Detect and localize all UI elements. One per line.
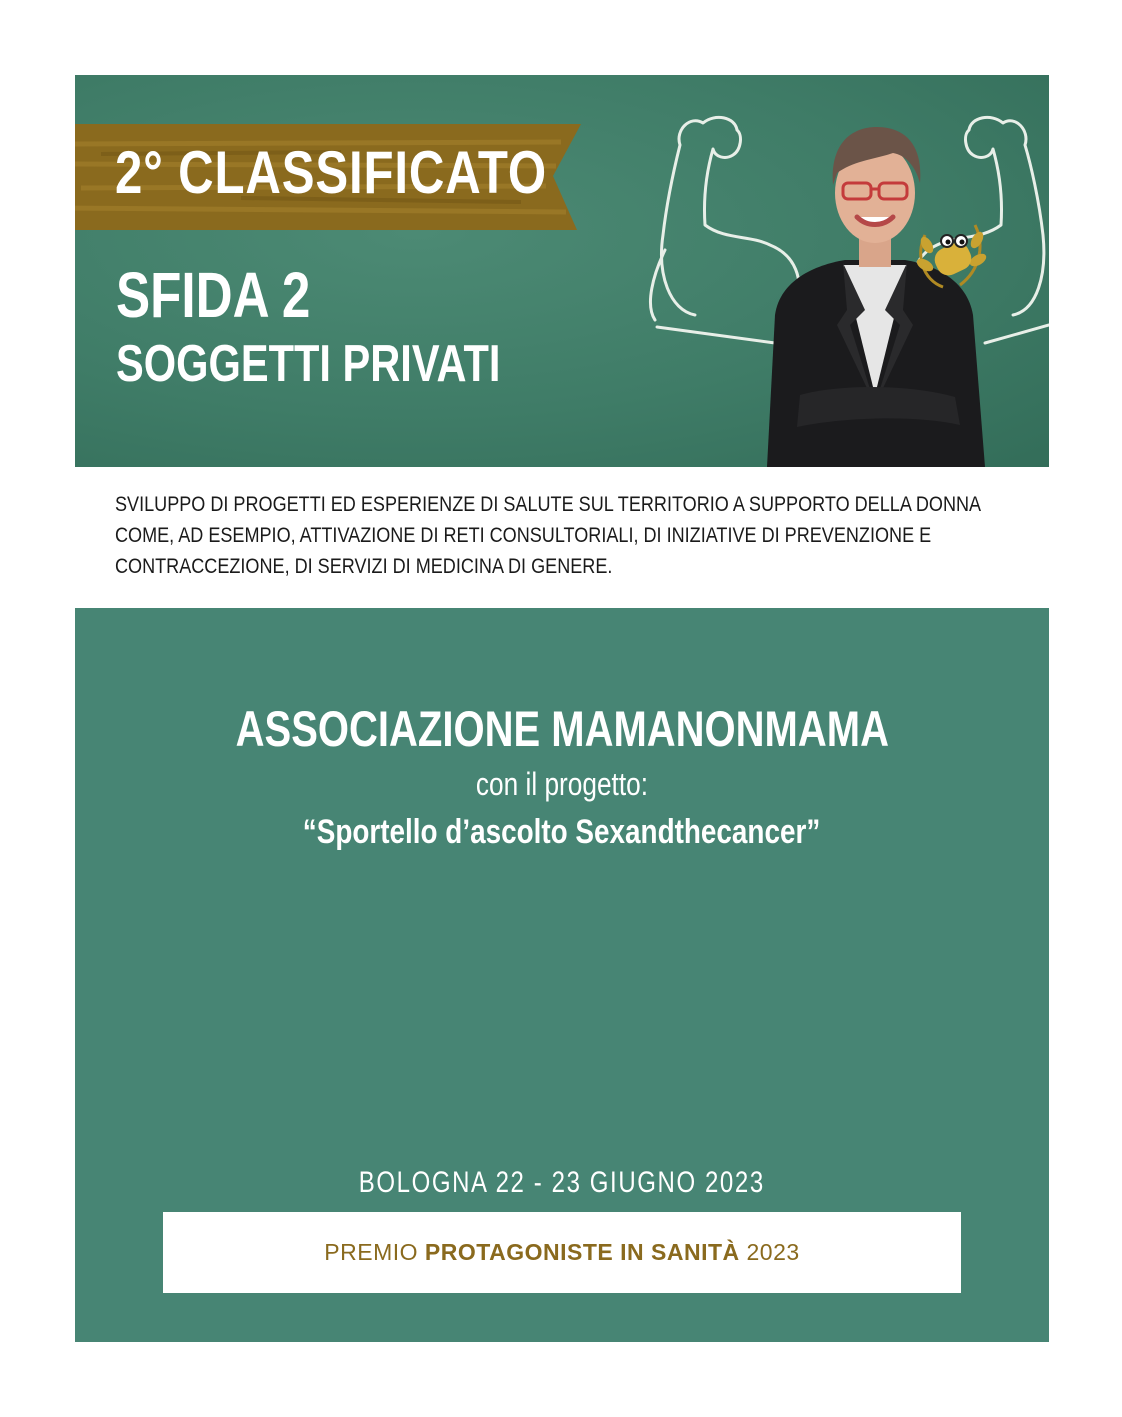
woman-photo xyxy=(767,127,985,467)
event-date: BOLOGNA 22 - 23 GIUGNO 2023 xyxy=(358,1166,766,1199)
winner-name: ASSOCIAZIONE MAMANONMAMA xyxy=(235,701,889,757)
hero-banner xyxy=(75,75,1049,467)
prize-year: 2023 xyxy=(739,1239,800,1265)
placement-badge: 2° CLASSIFICATO xyxy=(115,139,547,206)
prize-banner xyxy=(163,1212,961,1293)
challenge-title: SFIDA 2 xyxy=(116,259,311,331)
project-intro: con il progetto: xyxy=(475,766,649,802)
winner-panel xyxy=(75,608,1049,1342)
challenge-description: SVILUPPO DI PROGETTI ED ESPERIENZE DI SALUTE SUL TERRITORIO A SUPPORTO DELLA DONNA COME, AD ESEMPIO, ATTIVAZIONE DI RETI CONSULTORIALI, DI INIZIATIVE DI PREVENZIONE E CONTRACCEZIONE, DI SERVIZI DI MEDICINA DI GENERE. xyxy=(115,493,981,578)
challenge-subtitle: SOGGETTI PRIVATI xyxy=(116,335,501,393)
placement-ribbon xyxy=(75,124,581,230)
prize-prefix: PREMIO xyxy=(324,1239,425,1265)
project-title: “Sportello d’ascolto Sexandthecancer” xyxy=(303,813,821,851)
prize-label xyxy=(324,1239,799,1266)
woman-chalkboard-illustration xyxy=(575,75,1049,467)
prize-name: PROTAGONISTE IN SANITÀ xyxy=(424,1239,740,1265)
